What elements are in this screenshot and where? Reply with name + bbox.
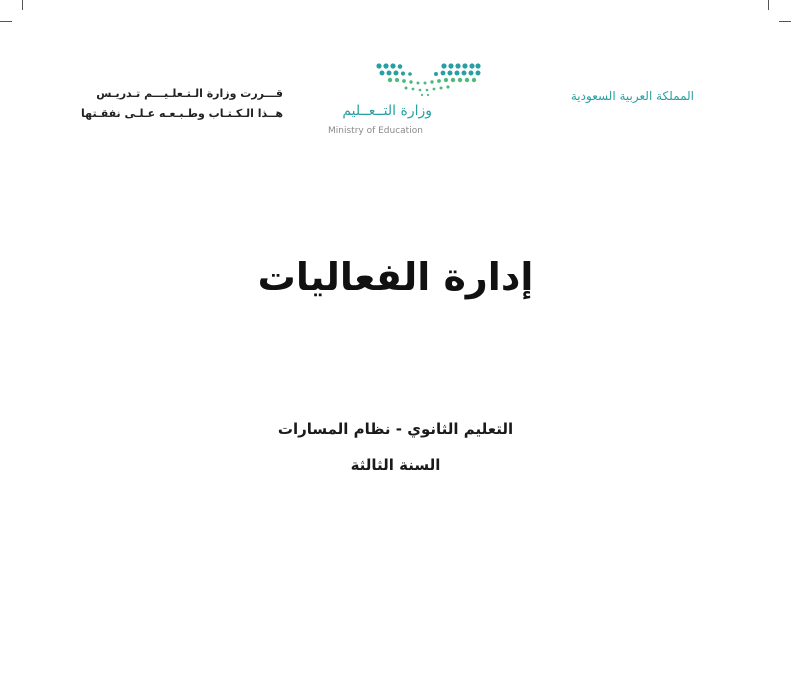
ministry-name-en: Ministry of Education <box>328 126 423 136</box>
ministry-of-education-logo-icon <box>322 60 482 100</box>
crop-mark <box>779 21 791 22</box>
ministry-logo <box>322 60 482 142</box>
ministry-name-ar: وزارة التــعــليم <box>342 103 432 119</box>
approval-statement <box>81 84 283 124</box>
approval-line-1: قـــررت وزارة الـتـعلـيـــم تـدريـس <box>96 87 283 100</box>
crop-mark <box>768 0 769 10</box>
education-stage: التعليم الثانوي - نظام المسارات <box>277 420 514 438</box>
book-title: إدارة الفعاليات <box>257 255 534 299</box>
approval-line-2: هــذا الـكـتـاب وطـبـعـه عـلـى نفقـتها <box>81 107 283 120</box>
crop-mark <box>0 21 12 22</box>
country-name: المملكة العربية السعودية <box>570 89 694 103</box>
school-year: السنة الثالثة <box>350 456 441 474</box>
crop-mark <box>22 0 23 10</box>
